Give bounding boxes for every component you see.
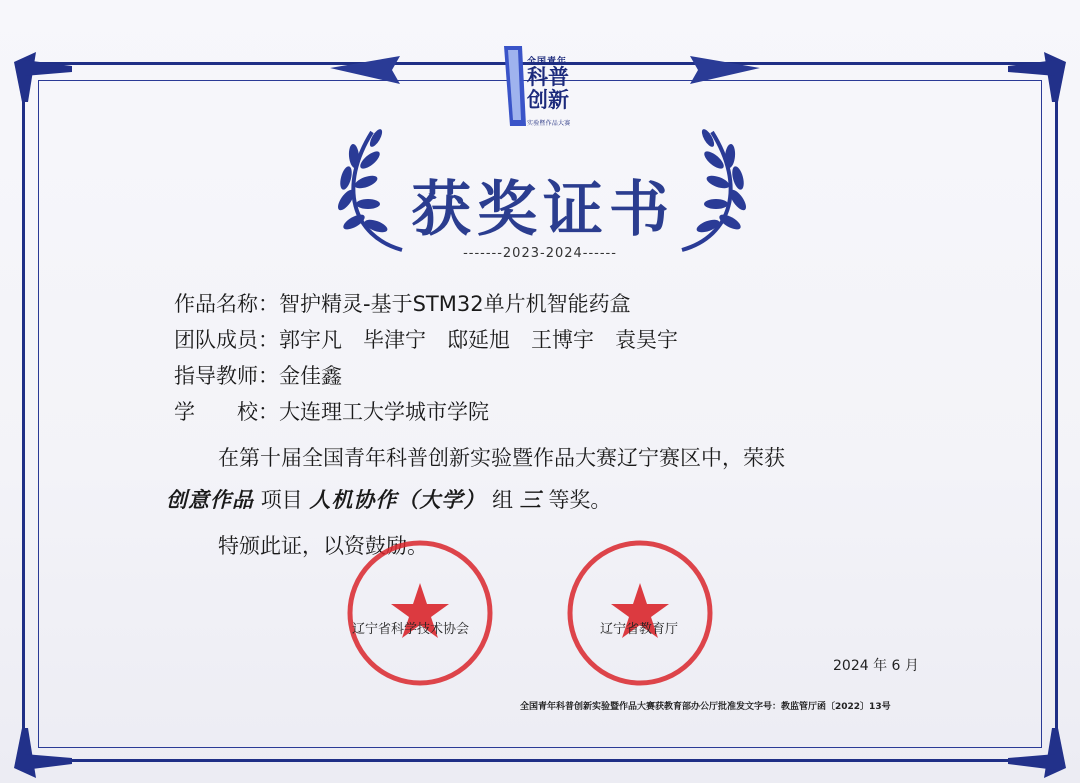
logo-top-text: 全国青年: [527, 57, 568, 67]
advisor-row: [174, 360, 342, 390]
school-label: 学 校：: [174, 400, 279, 424]
closing-sentence: 特颁此证，以资鼓励。: [218, 534, 428, 558]
school-value: 大连理工大学城市学院: [279, 400, 489, 424]
logo-line-1: 科普: [527, 65, 569, 89]
prize-word: 等奖。: [548, 488, 612, 512]
team-members-value: 郭宇凡 毕津宁 邸延旭 王博宇 袁昊宇: [279, 328, 678, 352]
logo-bottom-text: 实验暨作品大赛: [527, 120, 571, 127]
award-detail-line: [166, 484, 611, 514]
award-group: 人机协作（大学）: [309, 488, 486, 512]
logo-main-text: [527, 66, 569, 112]
award-category: 创意作品: [166, 488, 254, 512]
team-members-label: 团队成员：: [174, 328, 279, 352]
issue-date: 2024 年 6 月: [833, 658, 919, 674]
corner-ornament-bottom-left: [14, 718, 74, 778]
right-seal-name: 辽宁省教育厅: [600, 622, 679, 637]
work-name-label: 作品名称：: [174, 292, 279, 316]
logo-line-2: 创新: [527, 88, 569, 112]
left-seal-stamp: [345, 538, 495, 688]
group-word: 组: [492, 488, 514, 512]
approval-footnote: 全国青年科普创新实验暨作品大赛获教育部办公厅批准发文字号：教监管厅函〔2022〕13号: [520, 702, 891, 712]
corner-ornament-top-left: [14, 52, 74, 112]
work-name-row: [174, 288, 631, 318]
project-word: 项目: [260, 488, 303, 512]
ribbon-right: [690, 56, 760, 86]
advisor-value: 金佳鑫: [279, 364, 342, 388]
advisor-label: 指导教师：: [174, 364, 279, 388]
school-row: [174, 396, 489, 426]
award-sentence: 在第十届全国青年科普创新实验暨作品大赛辽宁赛区中，荣获: [218, 446, 785, 470]
award-rank: 三: [519, 488, 542, 512]
team-members-row: [174, 324, 678, 354]
corner-ornament-top-right: [1006, 52, 1066, 112]
work-name-value: 智护精灵-基于STM32单片机智能药盒: [279, 292, 631, 316]
year-range: -------2023-2024------: [463, 246, 617, 261]
right-seal-stamp: [565, 538, 715, 688]
left-seal-name: 辽宁省科学技术协会: [352, 622, 470, 637]
corner-ornament-bottom-right: [1006, 718, 1066, 778]
ribbon-left: [330, 56, 400, 86]
certificate-title: 获奖证书: [411, 175, 675, 245]
